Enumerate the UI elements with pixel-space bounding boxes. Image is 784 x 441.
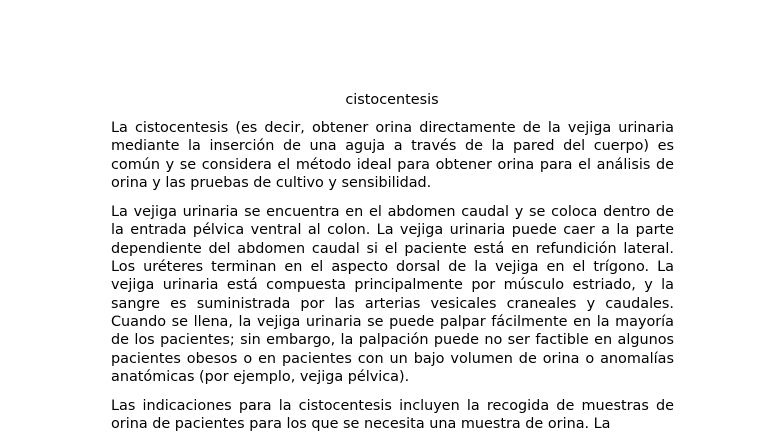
paragraph-anatomy: La vejiga urinaria se encuentra en el abdomen caudal y se coloca dentro de la entrada pélvica ventral al colon. La vejiga urinaria puede caer a la parte dependiente del abdomen caudal si el paciente está en refundición lateral. Los uréteres terminan en el aspecto dorsal de la vejiga en el trígono. La vejiga urinaria está compuesta principalmente por músculo estriado, y la sangre es suministrada por las arterias vesicales craneales y caudales. Cuando se llena, la vejiga urinaria se puede palpar fácilmente en la mayoría de los pacientes; sin embargo, la palpación puede no ser factible en algunos pacientes obesos o en pacientes con un bajo volumen de orina o anomalías anatómicas (por ejemplo, vejiga pélvica).: [111, 204, 674, 385]
paragraph-indications: Las indicaciones para la cistocentesis incluyen la recogida de muestras de orina de pacientes para los que se necesita una muestra de orina. La: [111, 398, 674, 433]
document-title: cistocentesis: [345, 92, 439, 108]
document-body: [111, 119, 674, 441]
paragraph-intro: La cistocentesis (es decir, obtener orina directamente de la vejiga urinaria mediante la inserción de una aguja a través de la pared del cuerpo) es común y se considera el método ideal para obtener orina para el análisis de orina y las pruebas de cultivo y sensibilidad.: [111, 120, 674, 191]
